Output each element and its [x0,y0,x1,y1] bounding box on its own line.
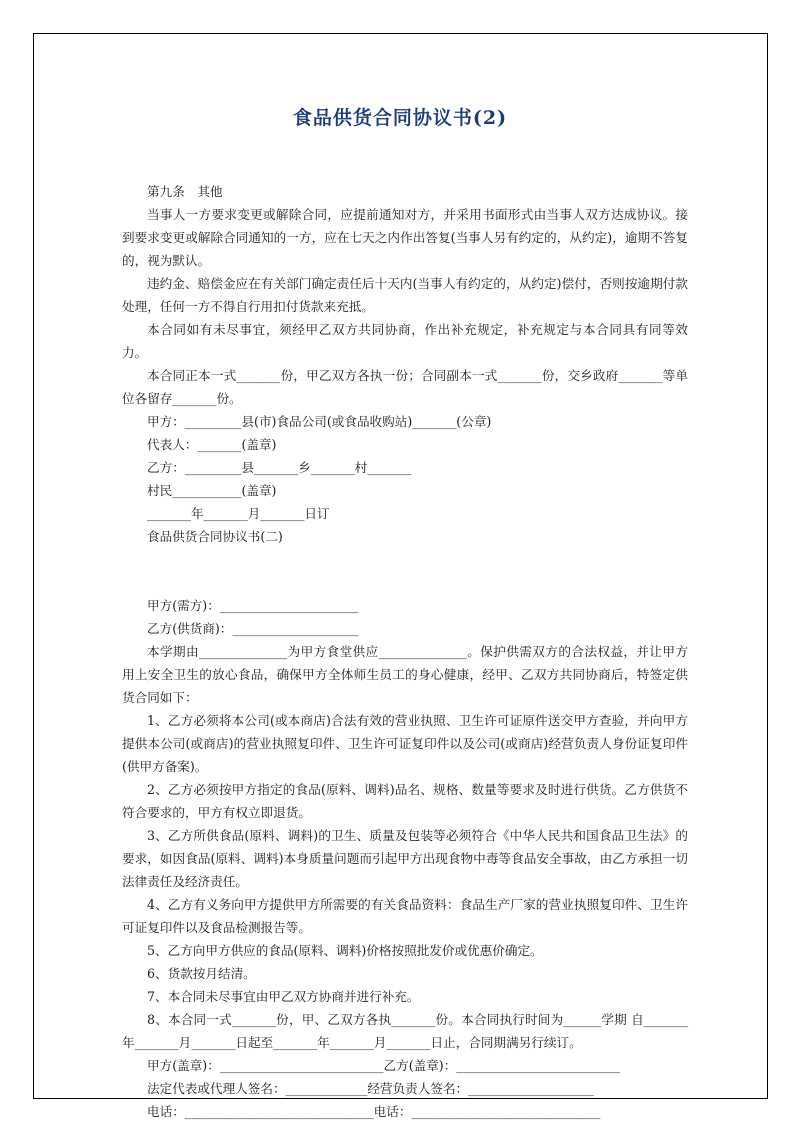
signature-line-names: 法定代表或代理人签名：_____________经营负责人签名：____________________ [147,1081,595,1096]
signature-line-seals: 甲方(盖章)：__________________________乙方(盖章)：__________________________ [147,1058,621,1073]
clause-6: 6、货款按月结清。 [147,966,256,981]
clause-2: 2、乙方必须按甲方指定的食品(原料、调料)品名、规格、数量等要求及时进行供货。乙方供货不符合要求的，甲方有权立即退货。 [122,782,688,820]
section-heading: 第九条 其他 [147,184,223,199]
clause-3: 3、乙方所供食品(原料、调料)的卫生、质量及包装等必须符合《中华人民共和国食品卫生法》的要求，如因食品(原料、调料)本身质量问题而引起甲方出现食物中毒等食品安全事故，由乙方承担一切法律责任及经济责任。 [122,828,688,889]
villager-line: 村民___________(盖章) [147,483,277,498]
signature-line-phones: 电话：______________________________电话：______________________________ [147,1104,601,1119]
paragraph: 本学期由______________为甲方食堂供应______________。保护供需双方的合法权益，并让甲方用上安全卫生的放心食品，确保甲方全体师生员工的身心健康，经甲、乙双方共同协商后，特签定供货合同如下： [122,644,688,705]
document-body [122,180,688,1123]
subtitle-line: 食品供货合同协议书(二) [147,529,283,544]
clause-8: 8、本合同一式_______份，甲、乙双方各执_______份。本合同执行时间为______学期 自_______年_______月_______日起至_______年_______月_______日止，合同期满另行续订。 [122,1012,688,1050]
representative-line: 代表人：_______(盖章) [147,437,277,452]
clause-4: 4、乙方有义务向甲方提供甲方所需要的有关食品资料：食品生产厂家的营业执照复印件、卫生许可证复印件以及食品检测报告等。 [122,897,688,935]
party-b-supplier-line: 乙方(供货商)：____________________ [147,621,359,636]
party-b-line: 乙方：_________县_______乡_______村_______ [147,460,412,475]
party-a-line: 甲方：_________县(市)食品公司(或食品收购站)_______(公章) [147,414,492,429]
paragraph: 违约金、赔偿金应在有关部门确定责任后十天内(当事人有约定的，从约定)偿付，否则按逾期付款处理，任何一方不得自行用扣付货款来充抵。 [122,276,688,314]
document-title: 食品供货合同协议书(2) [292,107,508,129]
date-line: _______年_______月_______日订 [147,506,330,521]
spacer [122,571,688,594]
spacer [122,548,688,571]
clause-7: 7、本合同未尽事宜由甲乙双方协商并进行补充。 [147,989,420,1004]
clause-1: 1、乙方必须将本公司(或本商店)合法有效的营业执照、卫生许可证原件送交甲方查验，并向甲方提供本公司(或商店)的营业执照复印件、卫生许可证复印件以及公司(或商店)经营负责人身份证复印件(供甲方备案)。 [122,713,688,774]
paragraph: 本合同正本一式_______份，甲乙双方各执一份；合同副本一式_______份，交乡政府_______等单位各留存_______份。 [122,368,688,406]
clause-5: 5、乙方向甲方供应的食品(原料、调料)价格按照批发价或优惠价确定。 [147,943,543,958]
party-a-demand-line: 甲方(需方)：______________________ [147,598,359,613]
paragraph: 本合同如有未尽事宜，须经甲乙双方共同协商，作出补充规定，补充规定与本合同具有同等效力。 [122,322,688,360]
paragraph: 当事人一方要求变更或解除合同，应提前通知对方，并采用书面形式由当事人双方达成协议。接到要求变更或解除合同通知的一方，应在七天之内作出答复(当事人另有约定的，从约定)，逾期不答复的，视为默认。 [122,207,688,268]
